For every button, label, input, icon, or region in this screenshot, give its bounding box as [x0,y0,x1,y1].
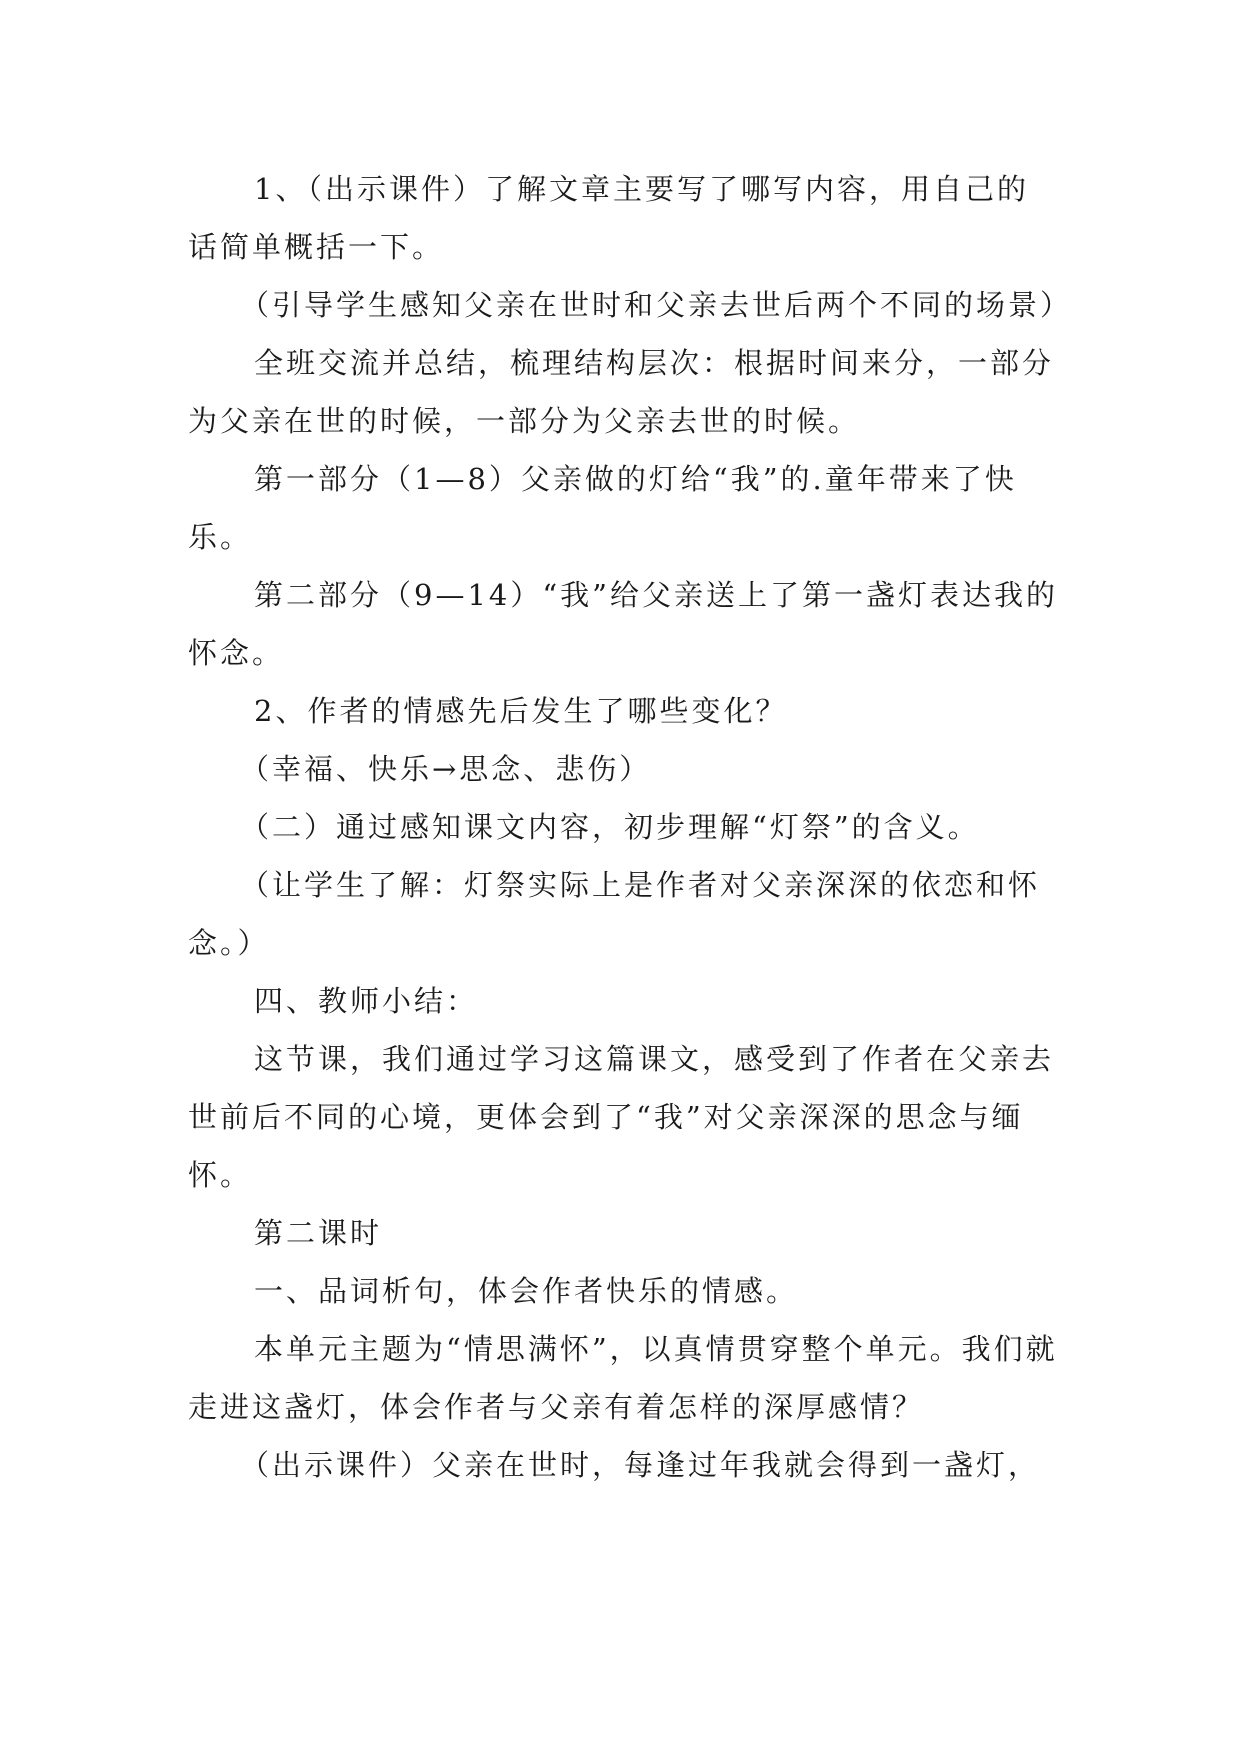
paragraph-6: 2、作者的情感先后发生了哪些变化？ [254,694,788,728]
paragraph-2: （引导学生感知父亲在世时和父亲去世后两个不同的场景） [240,288,1073,322]
paragraph-14: 本单元主题为“情思满怀”，以真情贯穿整个单元。我们就走进这盏灯，体会作者与父亲有着怎样的深厚感情？ [188,1332,1058,1424]
paragraph-15: （出示课件）父亲在世时，每逢过年我就会得到一盏灯， [240,1448,1041,1482]
paragraph-7: （幸福、快乐→思念、悲伤） [240,752,652,786]
paragraph-4: 第一部分（1—8）父亲做的灯给“我”的.童年带来了快乐。 [188,462,1017,554]
paragraph-9: （让学生了解：灯祭实际上是作者对父亲深深的依恋和怀念。） [188,868,1041,960]
paragraph-1: 1、（出示课件）了解文章主要写了哪写内容，用自己的话简单概括一下。 [188,172,1029,264]
paragraph-3: 全班交流并总结，梳理结构层次：根据时间来分，一部分为父亲在世的时候，一部分为父亲去世的时候。 [188,346,1055,438]
paragraph-11: 这节课，我们通过学习这篇课文，感受到了作者在父亲去世前后不同的心境，更体会到了“我”对父亲深深的思念与缅怀。 [188,1042,1055,1192]
paragraph-8: （二）通过感知课文内容，初步理解“灯祭”的含义。 [240,810,980,844]
paragraph-13: 一、品词析句，体会作者快乐的情感。 [254,1274,799,1308]
paragraph-12: 第二课时 [254,1216,383,1250]
paragraph-5: 第二部分（9—14）“我”给父亲送上了第一盏灯表达我的怀念。 [188,578,1059,670]
paragraph-10: 四、教师小结： [254,984,479,1018]
body-text [188,160,1073,1494]
